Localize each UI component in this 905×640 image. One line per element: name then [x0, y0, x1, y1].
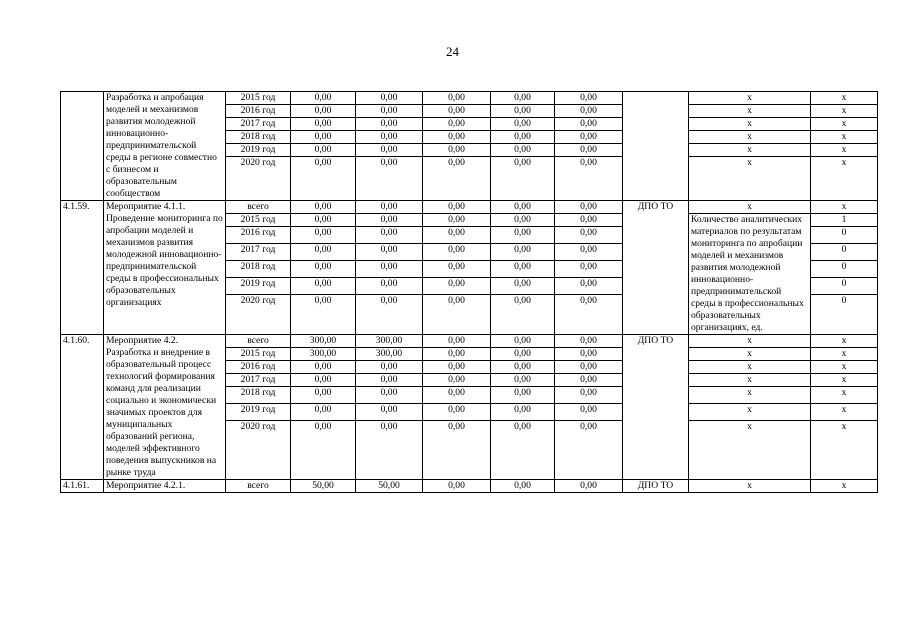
- total-cell: 0,00: [291, 157, 356, 201]
- total-cell: 0,00: [291, 295, 356, 335]
- other-cell: 0,00: [555, 144, 623, 157]
- other-cell: 0,00: [555, 227, 623, 244]
- other-cell: 0,00: [555, 131, 623, 144]
- federal-cell: 0,00: [423, 214, 491, 227]
- indicator-value-cell: x: [811, 118, 878, 131]
- regional-cell: 0,00: [356, 244, 423, 261]
- other-cell: 0,00: [555, 105, 623, 118]
- federal-cell: 0,00: [423, 480, 491, 493]
- executor-cell: ДПО ТО: [623, 480, 689, 493]
- indicator-value-cell: x: [811, 335, 878, 348]
- period-cell: 2017 год: [226, 244, 291, 261]
- indicator-value-cell: x: [811, 131, 878, 144]
- period-cell: всего: [226, 335, 291, 348]
- indicator-value-cell: x: [811, 157, 878, 201]
- regional-cell: 0,00: [356, 374, 423, 387]
- regional-cell: 0,00: [356, 118, 423, 131]
- regional-cell: 0,00: [356, 105, 423, 118]
- total-cell: 0,00: [291, 105, 356, 118]
- indicator-cell: x: [689, 157, 811, 201]
- period-cell: 2020 год: [226, 295, 291, 335]
- item-number: [61, 92, 104, 201]
- indicator-cell: x: [689, 92, 811, 105]
- item-number: 4.1.60.: [61, 335, 104, 480]
- period-cell: 2020 год: [226, 157, 291, 201]
- federal-cell: 0,00: [423, 278, 491, 295]
- other-cell: 0,00: [555, 335, 623, 348]
- indicator-cell: x: [689, 335, 811, 348]
- regional-cell: 0,00: [356, 261, 423, 278]
- federal-cell: 0,00: [423, 144, 491, 157]
- total-cell: 300,00: [291, 348, 356, 361]
- indicator-value-cell: 0: [811, 261, 878, 278]
- indicator-value-cell: 1: [811, 214, 878, 227]
- regional-cell: 0,00: [356, 361, 423, 374]
- indicator-cell: x: [689, 361, 811, 374]
- indicator-cell: x: [689, 404, 811, 421]
- table-row: [61, 480, 878, 493]
- local-cell: 0,00: [491, 387, 555, 404]
- indicator-value-cell: x: [811, 348, 878, 361]
- federal-cell: 0,00: [423, 92, 491, 105]
- total-cell: 0,00: [291, 261, 356, 278]
- total-cell: 50,00: [291, 480, 356, 493]
- indicator-value-cell: x: [811, 361, 878, 374]
- local-cell: 0,00: [491, 404, 555, 421]
- indicator-cell: x: [689, 201, 811, 214]
- period-cell: 2018 год: [226, 131, 291, 144]
- other-cell: 0,00: [555, 157, 623, 201]
- indicator-cell: x: [689, 105, 811, 118]
- regional-cell: 0,00: [356, 227, 423, 244]
- federal-cell: 0,00: [423, 118, 491, 131]
- indicator-value-cell: x: [811, 404, 878, 421]
- period-cell: 2015 год: [226, 348, 291, 361]
- regional-cell: 0,00: [356, 201, 423, 214]
- other-cell: 0,00: [555, 214, 623, 227]
- indicator-cell: x: [689, 387, 811, 404]
- executor-cell: ДПО ТО: [623, 201, 689, 335]
- local-cell: 0,00: [491, 261, 555, 278]
- total-cell: 0,00: [291, 92, 356, 105]
- total-cell: 0,00: [291, 144, 356, 157]
- other-cell: 0,00: [555, 404, 623, 421]
- local-cell: 0,00: [491, 131, 555, 144]
- total-cell: 0,00: [291, 131, 356, 144]
- other-cell: 0,00: [555, 374, 623, 387]
- federal-cell: 0,00: [423, 157, 491, 201]
- indicator-value-cell: 0: [811, 278, 878, 295]
- regional-cell: 0,00: [356, 214, 423, 227]
- local-cell: 0,00: [491, 361, 555, 374]
- federal-cell: 0,00: [423, 105, 491, 118]
- executor-cell: [623, 92, 689, 201]
- regional-cell: 0,00: [356, 421, 423, 480]
- federal-cell: 0,00: [423, 421, 491, 480]
- federal-cell: 0,00: [423, 335, 491, 348]
- total-cell: 0,00: [291, 227, 356, 244]
- period-cell: 2016 год: [226, 105, 291, 118]
- federal-cell: 0,00: [423, 201, 491, 214]
- indicator-value-cell: x: [811, 421, 878, 480]
- local-cell: 0,00: [491, 480, 555, 493]
- federal-cell: 0,00: [423, 131, 491, 144]
- regional-cell: 0,00: [356, 131, 423, 144]
- total-cell: 0,00: [291, 214, 356, 227]
- other-cell: 0,00: [555, 244, 623, 261]
- federal-cell: 0,00: [423, 361, 491, 374]
- period-cell: 2018 год: [226, 387, 291, 404]
- other-cell: 0,00: [555, 261, 623, 278]
- period-cell: 2016 год: [226, 361, 291, 374]
- local-cell: 0,00: [491, 421, 555, 480]
- regional-cell: 300,00: [356, 335, 423, 348]
- total-cell: 0,00: [291, 361, 356, 374]
- indicator-value-cell: x: [811, 480, 878, 493]
- local-cell: 0,00: [491, 244, 555, 261]
- local-cell: 0,00: [491, 105, 555, 118]
- indicator-value-cell: 0: [811, 295, 878, 335]
- indicator-value-cell: x: [811, 201, 878, 214]
- item-title: Разработка и апробация моделей и механизмов развития молодежной инновационно-предпринимательской среды в регионе совместно с бизнесом и образовательным сообществом: [104, 92, 226, 201]
- total-cell: 0,00: [291, 278, 356, 295]
- regional-cell: 0,00: [356, 144, 423, 157]
- indicator-value-cell: 0: [811, 244, 878, 261]
- period-cell: всего: [226, 201, 291, 214]
- indicator-cell: x: [689, 348, 811, 361]
- indicator-value-cell: x: [811, 105, 878, 118]
- indicator-cell: x: [689, 118, 811, 131]
- local-cell: 0,00: [491, 201, 555, 214]
- total-cell: 0,00: [291, 421, 356, 480]
- total-cell: 300,00: [291, 335, 356, 348]
- indicator-value-cell: x: [811, 387, 878, 404]
- table-row: [61, 92, 878, 105]
- program-table: [60, 91, 878, 493]
- other-cell: 0,00: [555, 118, 623, 131]
- indicator-value-cell: 0: [811, 227, 878, 244]
- local-cell: 0,00: [491, 92, 555, 105]
- other-cell: 0,00: [555, 278, 623, 295]
- regional-cell: 0,00: [356, 157, 423, 201]
- item-number: 4.1.61.: [61, 480, 104, 493]
- item-title: Мероприятие 4.2. Разработка и внедрение в образовательный процесс технологий формирования команд для реализации социально и экономически значимых проектов для муниципальных образований региона, моделей эффективного поведения выпускников на рынке труда: [104, 335, 226, 480]
- item-title: Мероприятие 4.2.1.: [104, 480, 226, 493]
- indicator-value-cell: x: [811, 374, 878, 387]
- federal-cell: 0,00: [423, 295, 491, 335]
- indicator-cell: x: [689, 374, 811, 387]
- table-row: [61, 335, 878, 348]
- period-cell: 2019 год: [226, 278, 291, 295]
- local-cell: 0,00: [491, 295, 555, 335]
- period-cell: 2015 год: [226, 92, 291, 105]
- other-cell: 0,00: [555, 295, 623, 335]
- item-title: Мероприятие 4.1.1. Проведение мониторинга по апробации моделей и механизмов развития молодежной инновационно-предпринимательской среды в профессиональных образовательных организациях: [104, 201, 226, 335]
- local-cell: 0,00: [491, 214, 555, 227]
- indicator-value-cell: x: [811, 144, 878, 157]
- local-cell: 0,00: [491, 118, 555, 131]
- federal-cell: 0,00: [423, 374, 491, 387]
- regional-cell: 0,00: [356, 404, 423, 421]
- indicator-cell: x: [689, 144, 811, 157]
- regional-cell: 0,00: [356, 295, 423, 335]
- total-cell: 0,00: [291, 118, 356, 131]
- other-cell: 0,00: [555, 201, 623, 214]
- period-cell: 2019 год: [226, 404, 291, 421]
- total-cell: 0,00: [291, 387, 356, 404]
- other-cell: 0,00: [555, 480, 623, 493]
- indicator-cell: x: [689, 421, 811, 480]
- page-number: 24: [446, 44, 459, 59]
- executor-cell: ДПО ТО: [623, 335, 689, 480]
- federal-cell: 0,00: [423, 348, 491, 361]
- regional-cell: 0,00: [356, 387, 423, 404]
- indicator-cell: x: [689, 131, 811, 144]
- period-cell: 2019 год: [226, 144, 291, 157]
- period-cell: 2017 год: [226, 118, 291, 131]
- other-cell: 0,00: [555, 421, 623, 480]
- regional-cell: 50,00: [356, 480, 423, 493]
- indicator-cell: x: [689, 480, 811, 493]
- federal-cell: 0,00: [423, 227, 491, 244]
- period-cell: 2016 год: [226, 227, 291, 244]
- regional-cell: 300,00: [356, 348, 423, 361]
- total-cell: 0,00: [291, 201, 356, 214]
- regional-cell: 0,00: [356, 278, 423, 295]
- local-cell: 0,00: [491, 278, 555, 295]
- table-row: [61, 201, 878, 214]
- other-cell: 0,00: [555, 361, 623, 374]
- total-cell: 0,00: [291, 404, 356, 421]
- local-cell: 0,00: [491, 157, 555, 201]
- period-cell: 2018 год: [226, 261, 291, 278]
- item-number: 4.1.59.: [61, 201, 104, 335]
- federal-cell: 0,00: [423, 387, 491, 404]
- local-cell: 0,00: [491, 227, 555, 244]
- period-cell: 2015 год: [226, 214, 291, 227]
- total-cell: 0,00: [291, 244, 356, 261]
- federal-cell: 0,00: [423, 404, 491, 421]
- period-cell: 2017 год: [226, 374, 291, 387]
- other-cell: 0,00: [555, 387, 623, 404]
- local-cell: 0,00: [491, 348, 555, 361]
- regional-cell: 0,00: [356, 92, 423, 105]
- indicator-description: Количество аналитических материалов по результатам мониторинга по апробации моделей и механизмов развития молодежной инновационно-предпринимательской среды в профессиональных образовательных организациях, ед.: [689, 214, 811, 335]
- other-cell: 0,00: [555, 348, 623, 361]
- local-cell: 0,00: [491, 374, 555, 387]
- local-cell: 0,00: [491, 335, 555, 348]
- period-cell: 2020 год: [226, 421, 291, 480]
- federal-cell: 0,00: [423, 244, 491, 261]
- indicator-value-cell: x: [811, 92, 878, 105]
- local-cell: 0,00: [491, 144, 555, 157]
- other-cell: 0,00: [555, 92, 623, 105]
- period-cell: всего: [226, 480, 291, 493]
- total-cell: 0,00: [291, 374, 356, 387]
- federal-cell: 0,00: [423, 261, 491, 278]
